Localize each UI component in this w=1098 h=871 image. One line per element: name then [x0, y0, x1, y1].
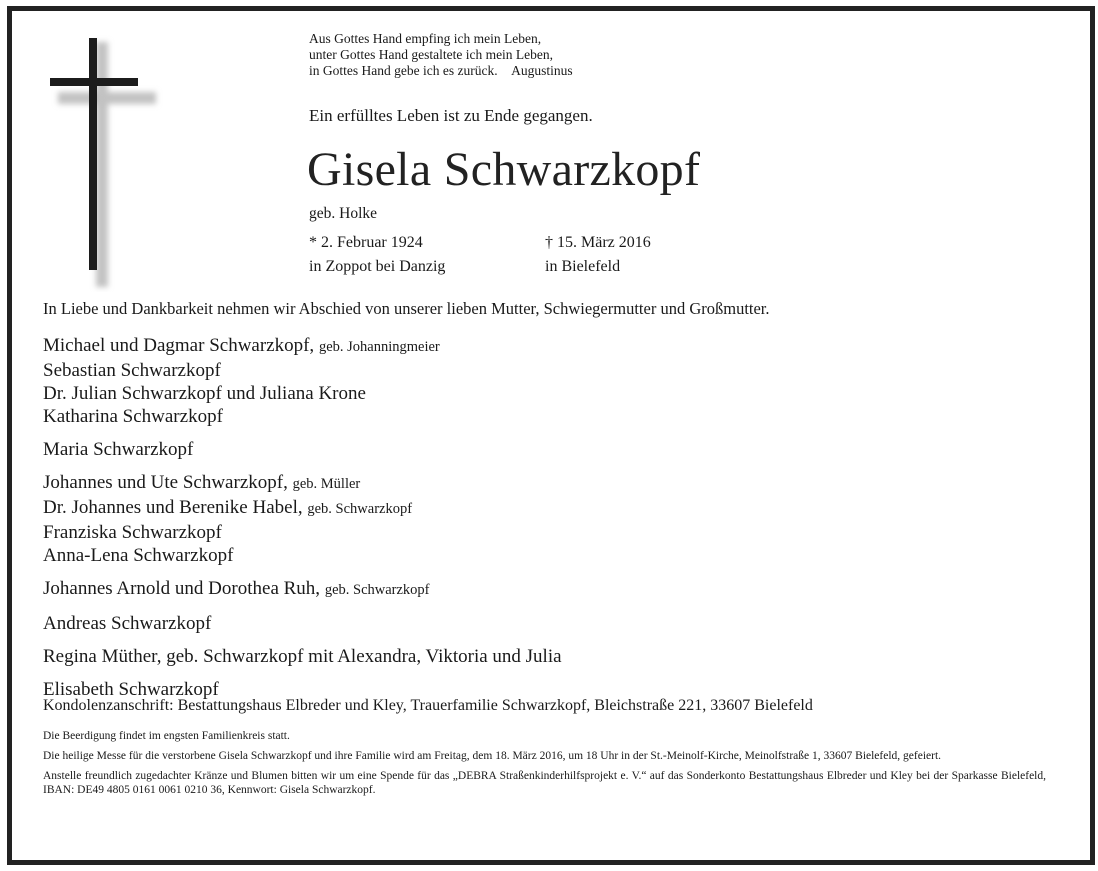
quote-line-1: Aus Gottes Hand empfing ich mein Leben, — [309, 31, 542, 46]
family-line: Dr. Julian Schwarzkopf und Juliana Krone — [43, 383, 366, 404]
quote-author: Augustinus — [511, 63, 573, 78]
family-line: Franziska Schwarzkopf — [43, 522, 222, 543]
death-place: in Bielefeld — [545, 258, 621, 275]
notes — [43, 729, 1046, 803]
intro-text: Ein erfülltes Leben ist zu Ende gegangen. — [309, 106, 593, 125]
family-line: Johannes Arnold und Dorothea Ruh, geb. Schwarzkopf — [43, 578, 430, 599]
bible-quote — [309, 31, 573, 79]
family-group — [43, 334, 562, 428]
deceased-name: Gisela Schwarzkopf — [307, 143, 701, 196]
family-group — [43, 577, 562, 602]
quote-line-2: unter Gottes Hand gestaltete ich mein Leben, — [309, 47, 554, 62]
family-group — [43, 645, 562, 668]
mass-note: Die heilige Messe für die verstorbene Gisela Schwarzkopf und ihre Familie wird am Freitag, dem 18. März 2016, um 18 Uhr in der St.-Meinolf-Kirche, Meinolfstraße 1, 33607 Bielefeld, gefeiert. — [43, 750, 942, 762]
family-line: Sebastian Schwarzkopf — [43, 360, 221, 381]
farewell-text: In Liebe und Dankbarkeit nehmen wir Abschied von unserer lieben Mutter, Schwiegermutter und Großmutter. — [43, 299, 770, 318]
birth-info — [309, 231, 445, 279]
cross-icon — [44, 32, 164, 292]
family-line: Andreas Schwarzkopf — [43, 613, 212, 634]
condolence-address: Kondolenzanschrift: Bestattungshaus Elbreder und Kley, Trauerfamilie Schwarzkopf, Bleichstraße 221, 33607 Bielefeld — [43, 697, 813, 714]
birth-date: * 2. Februar 1924 — [309, 234, 423, 251]
family-group — [43, 612, 562, 635]
death-info — [545, 231, 651, 279]
family-list — [43, 334, 562, 711]
family-line: Elisabeth Schwarzkopf — [43, 679, 219, 700]
death-date: † 15. März 2016 — [545, 234, 651, 251]
family-line: Anna-Lena Schwarzkopf — [43, 545, 234, 566]
family-line: Regina Müther, geb. Schwarzkopf mit Alexandra, Viktoria und Julia — [43, 646, 562, 667]
burial-note: Die Beerdigung findet im engsten Familienkreis statt. — [43, 730, 290, 742]
family-line: Michael und Dagmar Schwarzkopf, geb. Johanningmeier — [43, 335, 440, 356]
quote-line-3: in Gottes Hand gebe ich es zurück. Augustinus — [309, 63, 573, 78]
family-line: Maria Schwarzkopf — [43, 439, 194, 460]
family-group — [43, 471, 562, 567]
family-line: Johannes und Ute Schwarzkopf, geb. Müller — [43, 472, 361, 493]
family-group — [43, 438, 562, 461]
family-line: Dr. Johannes und Berenike Habel, geb. Schwarzkopf — [43, 497, 413, 518]
donation-note: Anstelle freundlich zugedachter Kränze und Blumen bitten wir um eine Spende für das „DEBRA Straßenkinderhilfsprojekt e. V.“ auf das Sonderkonto Bestattungshaus Elbreder und Kley bei der Sparkasse Bielefeld, IBAN: DE49 4805 0161 0061 0210 36, Kennwort: Gisela Schwarzkopf. — [43, 770, 1046, 796]
family-line: Katharina Schwarzkopf — [43, 406, 223, 427]
birth-name: geb. Holke — [309, 205, 378, 222]
birth-place: in Zoppot bei Danzig — [309, 258, 446, 275]
